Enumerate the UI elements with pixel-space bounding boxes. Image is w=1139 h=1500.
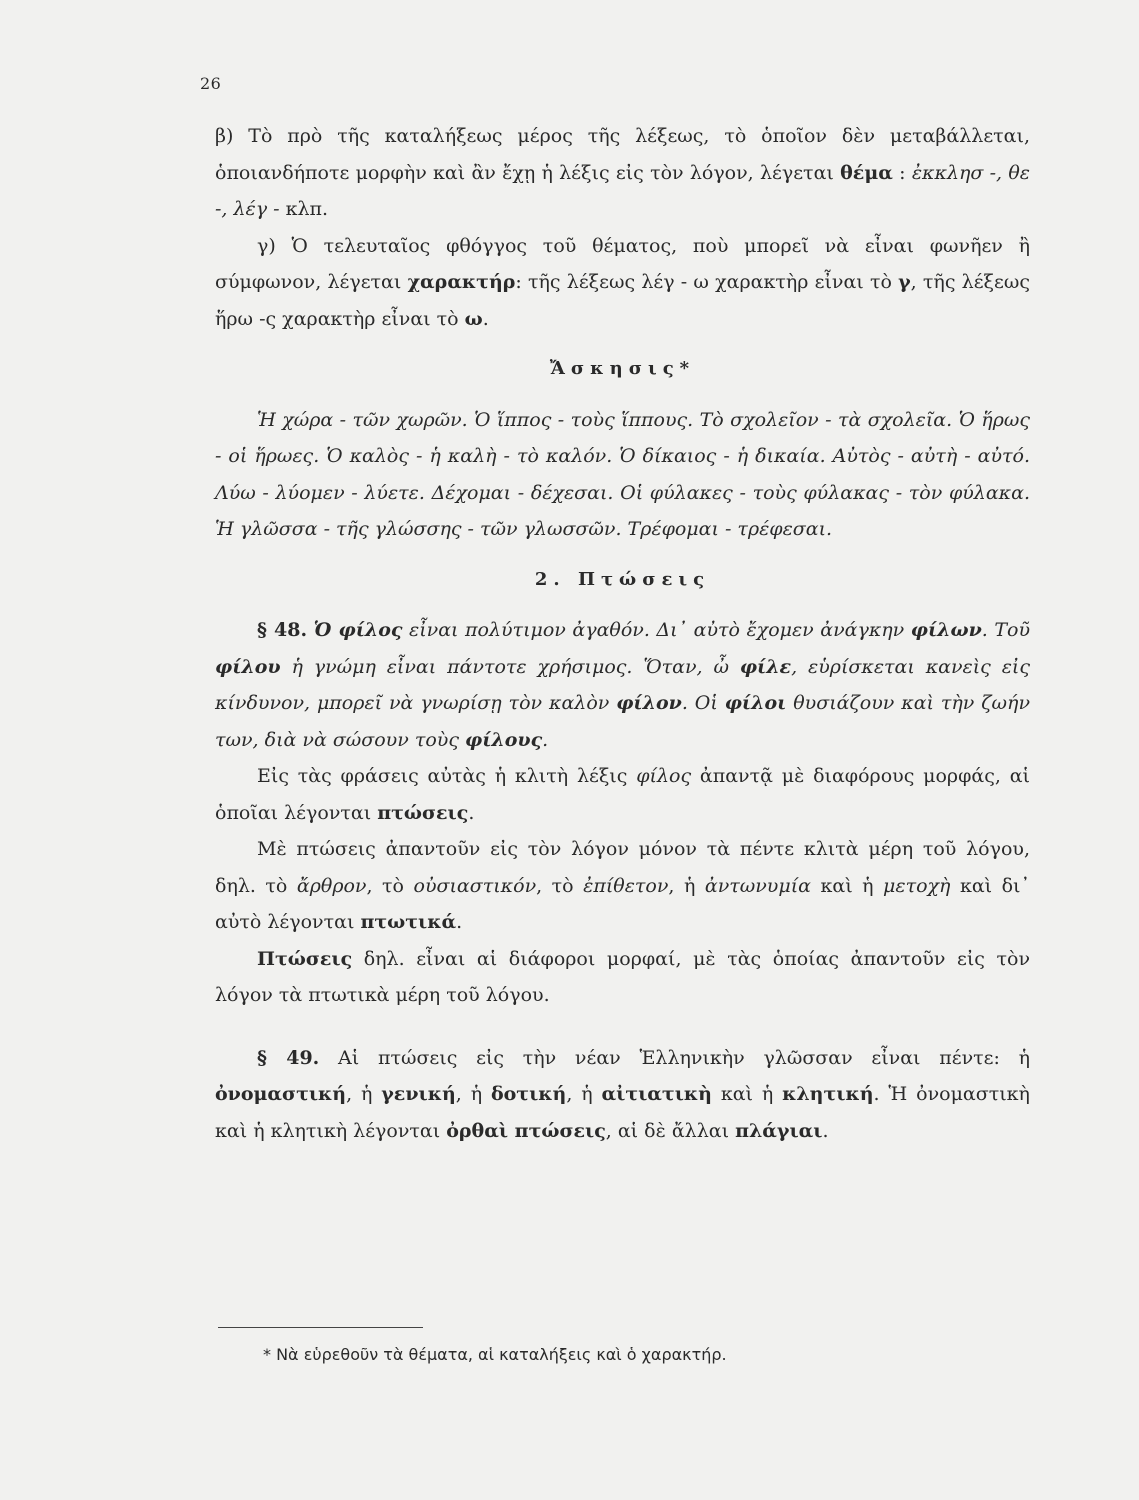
footnote: * Νὰ εὑρεθοῦν τὰ θέματα, αἱ καταλήξεις καὶ ὁ χαρακτήρ.	[263, 1345, 727, 1364]
text: : τῆς λέξεως λέγ - ω χαρακτὴρ εἶναι τὸ	[515, 271, 899, 293]
text: καὶ δι᾽ αὐτὸ λέγονται	[215, 874, 1030, 933]
exercise-text: Ἡ χώρα - τῶν χωρῶν. Ὁ ἵππος - τοὺς ἵππους. Τὸ σχολεῖον - τὰ σχολεῖα. Ὁ ἥρως - οἱ ἥρωες. Ὁ καλὸς - ἡ καλὴ - τὸ καλόν. Ὁ δίκαιος - ἡ δικαία. Αὐτὸς - αὐτὴ - αὐτό. Λύω - λύομεν - λύετε. Δέχομαι - δέχεσαι. Οἱ φύλακες - τοὺς φύλακας - τὸν φύλακα. Ἡ γλῶσσα - τῆς γλώσσης - τῶν γλωσσῶν. Τρέφομαι - τρέφεσαι.	[215, 408, 1030, 540]
paragraph-beta	[215, 118, 1030, 228]
paragraph-cases	[215, 758, 1030, 831]
case-vocative: κλητική	[782, 1083, 874, 1105]
text: , ἡ	[346, 1083, 382, 1105]
text: :	[892, 161, 912, 184]
examples: ἐκκλησ -, θε -, λέγ -	[215, 161, 1030, 220]
text: , τῆς λέξεως ἥρω -ς χαρακτὴρ εἶναι τὸ	[215, 271, 1031, 330]
text: .	[822, 1119, 829, 1142]
footnote-divider	[218, 1327, 423, 1328]
term-ptotika: πτωτικά	[360, 911, 457, 933]
bold-word: φίλοι	[724, 692, 787, 714]
case-accusative: αἰτιατικὴ	[601, 1083, 712, 1105]
italic-word: ἄρθρον	[296, 874, 367, 897]
text: . Τοῦ	[981, 619, 1030, 641]
text: , τὸ	[366, 874, 414, 897]
bold-word: Ὁ φίλος	[313, 619, 403, 641]
text: γ) Ὁ τελευταῖος φθόγγος τοῦ θέματος, ποὺ μπορεῖ νὰ εἶναι φωνῆεν ἢ σύμφωνον, λέγεται	[215, 234, 1030, 293]
text: , εὑρίσκεται κανεὶς εἰς κίνδυνον, μπορεῖ νὰ γνωρίσῃ τὸν καλὸν	[215, 655, 1030, 714]
term-ptoseis: πτώσεις	[377, 801, 469, 824]
bold-word: φίλε	[739, 655, 792, 678]
term-ptoseis: Πτώσεις	[257, 947, 353, 970]
italic-word: οὐσιαστικόν	[413, 874, 537, 897]
term-thema: θέμα	[840, 161, 893, 184]
text: Αἱ πτώσεις εἰς τὴν νέαν Ἑλληνικὴν γλῶσσαν εἶναι πέντε: ἡ	[319, 1046, 1031, 1069]
text: δηλ. εἶναι αἱ διάφοροι μορφαί, μὲ τὰς ὁποίας ἀπαντοῦν εἰς τὸν λόγον τὰ πτωτικὰ μέρη τοῦ λόγου.	[215, 947, 1030, 1006]
italic-word: μετοχὴ	[883, 874, 951, 897]
case-dative: δοτική	[490, 1083, 567, 1105]
text: Μὲ πτώσεις ἀπαντοῦν εἰς τὸν λόγον μόνον τὰ πέντε κλιτὰ μέρη τοῦ λόγου, δηλ. τὸ	[215, 838, 1030, 897]
text: β) Τὸ πρὸ τῆς καταλήξεως μέρος τῆς λέξεως, τὸ ὁποῖον δὲν μεταβάλλεται, ὁποιανδήποτε μορφὴν καὶ ἂν ἔχῃ ἡ λέξις εἰς τὸν λόγον, λέγεται	[215, 125, 1030, 184]
term-charakter: χαρακτήρ	[407, 271, 516, 293]
paragraph-definition	[215, 941, 1030, 1014]
paragraph-inflected	[215, 831, 1030, 941]
text: .	[456, 911, 463, 933]
exercise-heading: Ἄσκησις*	[549, 358, 696, 379]
text: , ἡ	[668, 874, 705, 897]
text: .	[482, 307, 489, 330]
text: θυσιάζουν καὶ τὴν ζωήν των, διὰ νὰ σώσουν τοὺς	[215, 692, 1030, 751]
text: . Ἡ ὀνομαστικὴ καὶ ἡ κλητικὴ λέγονται	[215, 1083, 1030, 1142]
page-number: 26	[200, 74, 222, 93]
letter-gamma: γ	[898, 271, 911, 293]
text: , ἡ	[455, 1083, 491, 1105]
text: εἶναι πολύτιμον ἀγαθόν. Δι᾽ αὐτὸ ἔχομεν ἀνάγκην	[402, 619, 911, 641]
section-number: § 49.	[257, 1046, 320, 1069]
text: .	[468, 801, 475, 824]
bold-word: φίλους	[465, 728, 543, 751]
text: , τὸ	[536, 874, 584, 897]
section-heading-ptoseis: 2. Πτώσεις	[534, 568, 711, 590]
text: . Οἱ	[681, 692, 725, 714]
term-plagiai: πλάγιαι	[735, 1119, 823, 1142]
text: Εἰς τὰς φράσεις αὐτὰς ἡ κλιτὴ λέξις	[257, 765, 637, 787]
italic-word: ἀντωνυμία	[704, 874, 811, 897]
text: ἀπαντᾷ μὲ διαφόρους μορφάς, αἱ ὁποῖαι λέγονται	[215, 765, 1030, 824]
letter-omega: ω	[464, 307, 483, 330]
case-genitive: γενική	[381, 1083, 456, 1105]
italic-word: φίλος	[636, 765, 692, 787]
text: , αἱ δὲ ἄλλαι	[605, 1119, 736, 1142]
text: κλπ.	[279, 198, 329, 220]
bold-word: φίλου	[215, 655, 281, 678]
case-nominative: ὀνομαστική	[215, 1083, 347, 1105]
text: καὶ ἡ	[711, 1083, 783, 1105]
term-orthai-ptoseis: ὀρθαὶ πτώσεις	[446, 1119, 606, 1142]
spacer	[215, 1014, 1030, 1040]
text: .	[542, 728, 549, 751]
italic-word: ἐπίθετον	[583, 874, 669, 897]
text: , ἡ	[566, 1083, 602, 1105]
text: καὶ ἡ	[810, 874, 884, 897]
bold-word: φίλον	[616, 692, 682, 714]
paragraph-49	[215, 1040, 1030, 1150]
page-body	[215, 118, 1030, 1149]
paragraph-gamma	[215, 228, 1030, 338]
section-number: § 48.	[257, 619, 308, 641]
paragraph-48	[215, 612, 1030, 758]
bold-word: φίλων	[910, 619, 982, 641]
text: ἡ γνώμη εἶναι πάντοτε χρήσιμος. Ὅταν, ὦ	[280, 655, 740, 678]
